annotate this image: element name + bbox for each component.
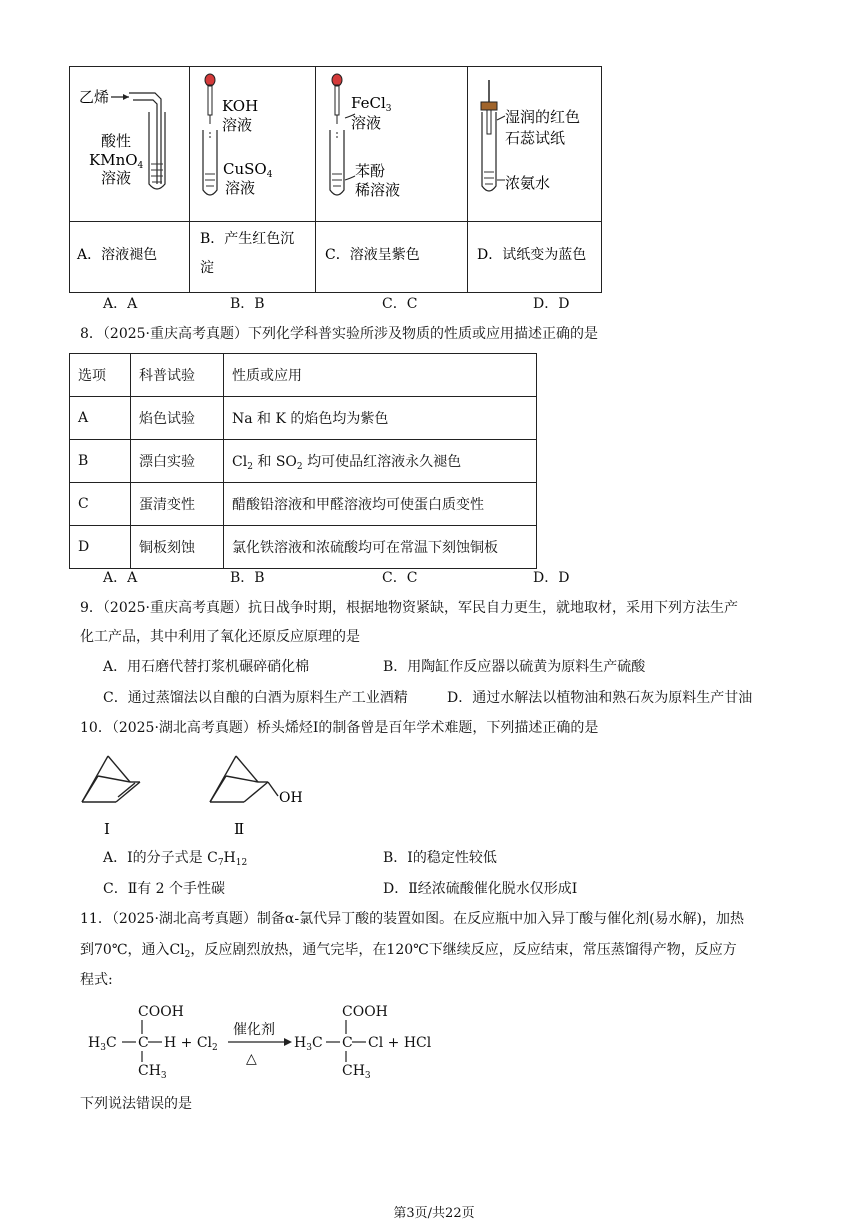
svg-text:浓氨水: 浓氨水 (505, 174, 551, 192)
header-experiment: 科普试验 (131, 354, 224, 397)
q7-choice-b[interactable]: B．B (230, 296, 265, 312)
q7-choice-d[interactable]: D．D (533, 296, 570, 312)
q7-choice-a[interactable]: A．A (103, 296, 138, 312)
svg-text:溶液: 溶液 (225, 179, 256, 197)
test-tube-d-icon (481, 80, 580, 192)
q9-option-c[interactable]: C．通过蒸馏法以自酿的白酒为原料生产工业酒精 (103, 690, 408, 706)
table-row: A 焰色试验 Na 和 K 的焰色均为紫色 (70, 397, 537, 440)
q9-option-d[interactable]: D．通过水解法以植物油和熟石灰为原料生产甘油 (447, 690, 753, 706)
q7-apparatus-figure (69, 66, 602, 293)
test-tube-b-icon (203, 74, 273, 197)
q8-table (69, 353, 537, 569)
table-row: D 铜板刻蚀 氯化铁溶液和浓硫酸均可在常温下刻蚀铜板 (70, 526, 537, 569)
svg-text:OH: OH (279, 790, 303, 806)
svg-text:乙烯: 乙烯 (79, 88, 110, 106)
q7-table (69, 66, 602, 293)
svg-text:苯酚: 苯酚 (355, 162, 386, 180)
svg-text:H3C: $H_3C$ (294, 1035, 323, 1053)
q9-stem-line2: 化工产品，其中利用了氧化还原反应原理的是 (80, 629, 360, 645)
svg-text:C: C (138, 1035, 149, 1051)
svg-text:CuSO4: CuSO$_4$ (223, 160, 273, 180)
q10-option-a[interactable]: A．Ⅰ的分子式是 $C_7H_{12}$ (103, 850, 248, 868)
svg-text:石蕊试纸: 石蕊试纸 (505, 129, 566, 147)
q8-stem: 8．（2025·重庆高考真题）下列化学科普实验所涉及物质的性质或应用描述正确的是 (80, 326, 598, 342)
svg-text:KMnO4: KMnO$_4$ (89, 151, 144, 171)
svg-text:CH3: $CH_3$ (138, 1063, 167, 1080)
q8-choice-c[interactable]: C．C (382, 570, 418, 586)
q8-choice-d[interactable]: D．D (533, 570, 570, 586)
svg-text:溶液: 溶液 (351, 114, 382, 132)
result-b-line2: 淀 (200, 260, 214, 276)
q10-option-b[interactable]: B．Ⅰ的稳定性较低 (383, 850, 497, 866)
svg-text:C: C (342, 1035, 353, 1051)
reaction-equation (88, 1000, 448, 1080)
svg-text:COOH: COOH (138, 1004, 184, 1020)
q10-option-c[interactable]: C．Ⅱ有 2 个手性碳 (103, 881, 226, 897)
header-property: 性质或应用 (224, 354, 537, 397)
svg-text:溶液: 溶液 (222, 116, 253, 134)
svg-text:Ⅰ: Ⅰ (104, 820, 110, 838)
result-d: D．试纸变为蓝色 (477, 247, 587, 263)
table-row: C 蛋清变性 醋酸铅溶液和甲醛溶液均可使蛋白质变性 (70, 483, 537, 526)
q11-question: 下列说法错误的是 (80, 1096, 192, 1112)
svg-text:CH3: $CH_3$ (342, 1063, 371, 1080)
table-row: B 漂白实验 $Cl_2$ 和 $SO_2$ 均可使品红溶液永久褪色 (70, 440, 537, 483)
svg-text:KOH: KOH (222, 97, 259, 115)
svg-text:H + Cl2: $H + Cl_2$ (164, 1035, 218, 1053)
norbornanol-icon (210, 756, 278, 802)
q11-stem-line3: 程式: (80, 972, 113, 988)
bicyclic-structures-figure (78, 752, 308, 842)
svg-text:稀溶液: 稀溶液 (355, 181, 401, 199)
result-b-line1: B．产生红色沉 (200, 231, 295, 247)
q11-stem-line2: 到70℃，通入$Cl_2$，反应剧烈放热，通气完毕，在120℃下继续反应，反应结束，常压蒸馏得产物，反应方 (80, 942, 737, 960)
q7-choice-c[interactable]: C．C (382, 296, 418, 312)
svg-text:H3C: $H_3C$ (88, 1035, 117, 1053)
result-c: C．溶液呈紫色 (325, 247, 420, 263)
svg-text:湿润的红色: 湿润的红色 (505, 108, 581, 126)
q10-option-d[interactable]: D．Ⅱ经浓硫酸催化脱水仅形成Ⅰ (383, 881, 578, 897)
q9-stem-line1: 9．（2025·重庆高考真题）抗日战争时期，根据地物资紧缺，军民自力更生，就地取材，采用下列方法生产 (80, 600, 738, 616)
test-tube-c-icon (330, 74, 400, 199)
norbornene-icon (82, 756, 140, 802)
svg-text:FeCl3: FeCl$_3$ (351, 94, 392, 114)
svg-text:酸性: 酸性 (101, 132, 132, 150)
header-option: 选项 (70, 354, 131, 397)
q8-choice-b[interactable]: B．B (230, 570, 265, 586)
q11-stem-line1: 11．（2025·湖北高考真题）制备α-氯代异丁酸的装置如图。在反应瓶中加入异丁酸与催化剂(易水解)，加热 (80, 911, 744, 927)
q9-option-b[interactable]: B．用陶缸作反应器以硫黄为原料生产硫酸 (383, 659, 646, 675)
svg-text:Ⅱ: Ⅱ (234, 820, 245, 838)
svg-text:催化剂: 催化剂 (233, 1022, 275, 1038)
svg-text:COOH: COOH (342, 1004, 388, 1020)
svg-text:△: △ (246, 1051, 257, 1067)
q10-stem: 10．（2025·湖北高考真题）桥头烯烃Ⅰ的制备曾是百年学术难题，下列描述正确的是 (80, 720, 599, 736)
result-a: A．溶液褪色 (77, 247, 158, 263)
q9-option-a[interactable]: A．用石磨代替打浆机碾碎硝化棉 (103, 659, 310, 675)
test-tube-a-icon (79, 88, 165, 189)
page-footer: 第3页/共22页 (393, 1206, 475, 1221)
q8-choice-a[interactable]: A．A (103, 570, 138, 586)
svg-text:Cl + HCl: Cl + HCl (368, 1035, 432, 1051)
svg-text:溶液: 溶液 (101, 169, 132, 187)
